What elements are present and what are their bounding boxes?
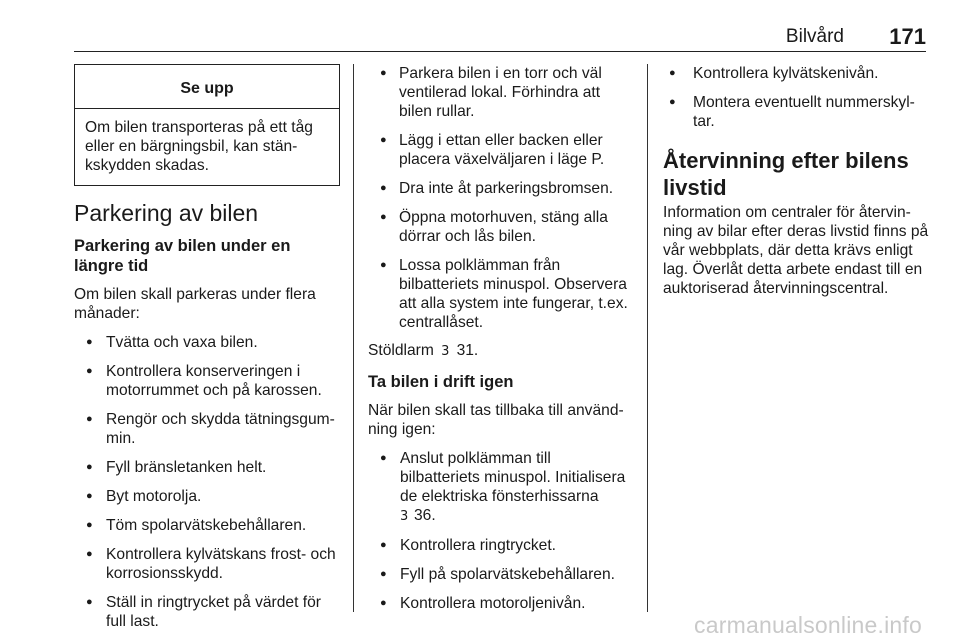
- item-line: full last.: [106, 613, 159, 630]
- section-title: Bilvård: [785, 26, 844, 47]
- reference-page: 36.: [414, 507, 436, 524]
- caution-text: [75, 109, 339, 185]
- item-line: tar.: [693, 113, 715, 130]
- reference-page: 31.: [456, 342, 479, 359]
- text-line: lag. Överlåt detta arbete endast till en: [663, 261, 923, 278]
- item-line: Tvätta och vaxa bilen.: [106, 334, 258, 351]
- list-item: [368, 208, 632, 246]
- caution-line: Om bilen transporteras på ett tåg: [85, 119, 313, 136]
- item-line: centrallåset.: [399, 314, 484, 331]
- heading-ta-bilen-i-drift: Ta bilen i drift igen: [368, 373, 514, 391]
- item-line: ● Parkera bilen i en torr och väl: [399, 65, 602, 82]
- item-line: Kontrollera ringtrycket.: [400, 537, 556, 554]
- page-header: [74, 20, 926, 52]
- watermark: carmanualsonline.info: [694, 612, 922, 638]
- header-rule: [74, 51, 926, 52]
- list-item: [74, 487, 342, 506]
- item-line: bilen rullar.: [399, 103, 475, 120]
- column-3: [663, 64, 929, 298]
- page-reference-icon: 3: [441, 344, 450, 359]
- item-line: Dra inte åt parkeringsbromsen.: [399, 180, 614, 197]
- item-line: placera växelväljaren i läge P.: [399, 151, 605, 168]
- text-line: När bilen skall tas tillbaka till använd-: [368, 402, 624, 419]
- page-number: 171: [889, 24, 926, 49]
- item-line: motorrummet och på karossen.: [106, 382, 322, 399]
- text-line: ning av bilar efter deras livstid finns på: [663, 223, 929, 240]
- item-line: bilbatteriets minuspol. Initialisera: [400, 469, 626, 486]
- list-item: [74, 333, 342, 352]
- page-reference-icon: 3: [400, 509, 409, 524]
- caution-box: [74, 64, 340, 186]
- list-item: [368, 179, 632, 198]
- item-line: Kontrollera motoroljenivån.: [400, 595, 586, 612]
- list-item: [368, 449, 632, 526]
- item-line: Kontrollera kylvätskenivån.: [693, 65, 879, 82]
- item-line: Fyll på spolarvätskebehållaren.: [400, 566, 615, 583]
- list-item: [74, 545, 342, 583]
- cross-reference[interactable]: [368, 341, 632, 361]
- parking-checklist: [74, 333, 342, 631]
- heading-line: Återvinning efter bilens: [663, 148, 909, 173]
- column-divider-2: [647, 64, 648, 612]
- parking-steps: [368, 64, 632, 332]
- recycling-paragraph: [663, 203, 929, 298]
- item-line: Töm spolarvätskebehållaren.: [106, 517, 307, 534]
- list-item: [368, 256, 632, 332]
- heading-atervinning: [663, 147, 929, 201]
- item-line: ● Kontrollera konserveringen i: [106, 363, 301, 380]
- heading-line: längre tid: [74, 257, 149, 275]
- list-item: [74, 362, 342, 400]
- column-divider-1: [353, 64, 354, 612]
- list-item: [663, 64, 929, 83]
- item-line: ventilerad lokal. Förhindra att: [399, 84, 601, 101]
- text-line: auktoriserad återvinningscentral.: [663, 280, 889, 297]
- restart-checklist: [368, 449, 632, 613]
- item-line: Fyll bränsletanken helt.: [106, 459, 267, 476]
- list-item: [368, 131, 632, 169]
- text-line: Information om centraler för återvin-: [663, 204, 911, 221]
- item-line: ● Rengör och skydda tätningsgum-: [106, 411, 335, 428]
- item-line: ● Öppna motorhuven, stäng alla: [399, 209, 608, 226]
- item-line: ● Kontrollera kylvätskans frost- och: [106, 546, 336, 563]
- item-line: dörrar och lås bilen.: [399, 228, 536, 245]
- item-line: min.: [106, 430, 136, 447]
- text-line: vår webbplats, där detta krävs enligt: [663, 242, 913, 259]
- heading-parkering-langre-tid: [74, 236, 342, 276]
- list-item: [74, 516, 342, 535]
- intro-paragraph: [74, 285, 342, 323]
- list-item: [663, 93, 929, 131]
- item-line: bilbatteriets minuspol. Observera: [399, 276, 627, 293]
- caution-line: kskydden skadas.: [85, 157, 209, 174]
- text-line: ning igen:: [368, 421, 436, 438]
- item-line: ● Anslut polklämman till: [400, 450, 551, 467]
- item-line: ● Lossa polklämman från: [399, 257, 561, 274]
- heading-line: livstid: [663, 175, 727, 200]
- list-item: [368, 64, 632, 121]
- parking-steps-continued: [663, 64, 929, 131]
- list-item: [368, 565, 632, 584]
- intro-paragraph: [368, 401, 632, 439]
- heading-parkering: Parkering av bilen: [74, 200, 259, 226]
- list-item: [74, 593, 342, 631]
- reference-text: Stöldlarm: [368, 342, 434, 359]
- list-item: [74, 410, 342, 448]
- item-line: korrosionsskydd.: [106, 565, 223, 582]
- heading-line: Parkering av bilen under en: [74, 237, 291, 255]
- column-2: [368, 64, 632, 623]
- item-line: Byt motorolja.: [106, 488, 202, 505]
- item-line: de elektriska fönsterhissarna: [400, 488, 599, 505]
- item-line: ● Ställ in ringtrycket på värdet för: [106, 594, 321, 611]
- cross-reference[interactable]: [400, 506, 632, 526]
- item-line: att alla system inte fungerar, t.ex.: [399, 295, 628, 312]
- caution-line: eller en bärgningsbil, kan stän-: [85, 138, 298, 155]
- item-line: ● Lägg i ettan eller backen eller: [399, 132, 603, 149]
- column-1: [74, 64, 342, 641]
- item-line: ● Montera eventuellt nummerskyl-: [693, 94, 915, 111]
- list-item: [74, 458, 342, 477]
- list-item: [368, 594, 632, 613]
- list-item: [368, 536, 632, 555]
- text-line: Om bilen skall parkeras under flera: [74, 286, 316, 303]
- caution-title: Se upp: [180, 80, 234, 97]
- text-line: månader:: [74, 305, 140, 322]
